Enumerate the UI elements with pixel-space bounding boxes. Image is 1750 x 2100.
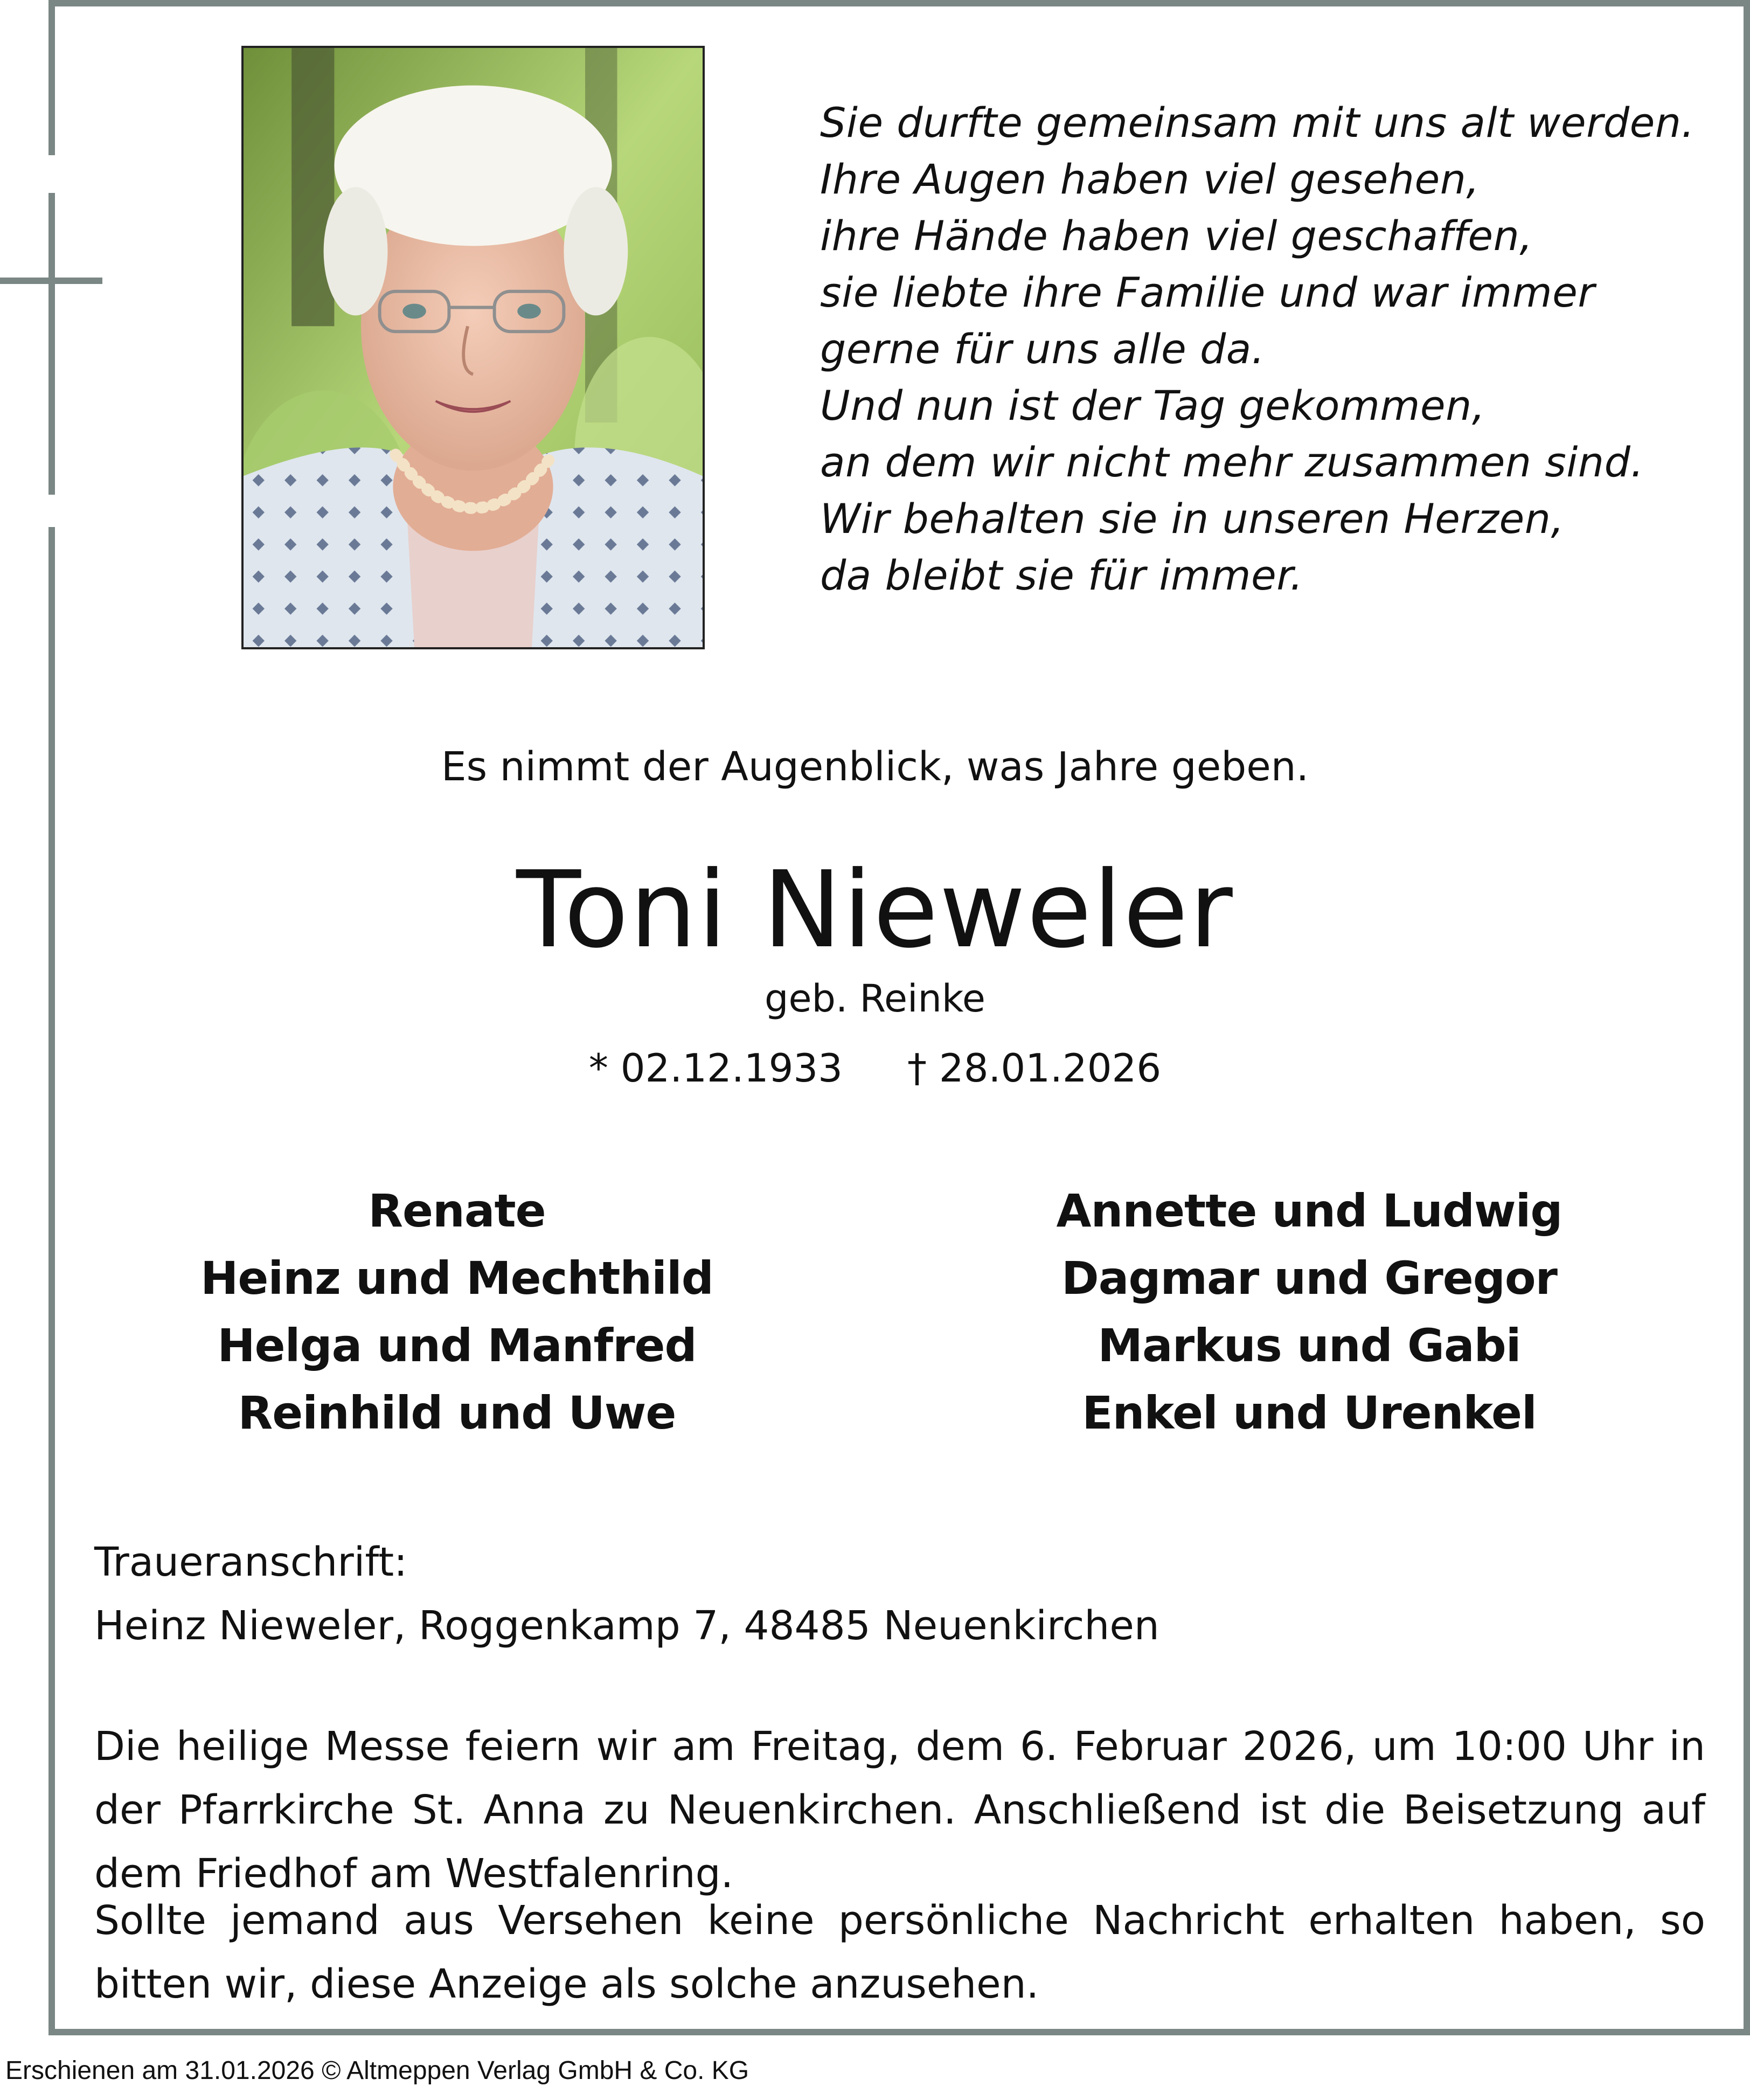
- motto: Es nimmt der Augenblick, was Jahre geben.: [441, 744, 1309, 790]
- poem-line: Ihre Augen haben viel gesehen,: [820, 155, 1480, 203]
- poem-line: Und nun ist der Tag gekommen,: [820, 382, 1485, 429]
- cross-icon: [0, 278, 102, 284]
- mourners-left-column: [107, 1177, 807, 1447]
- mass-notice: Die heilige Messe feiern wir am Freitag, dem 6. Februar 2026, um 10:00 Uhr in der Pfarrkirche St. Anna zu Neuenkirchen. Anschließend ist die Beisetzung auf dem Friedhof am Westfalenring.: [94, 1723, 1705, 1897]
- poem-line: da bleibt sie für immer.: [820, 551, 1303, 599]
- poem-line: gerne für uns alle da.: [820, 325, 1265, 373]
- address-line: Heinz Nieweler, Roggenkamp 7, 48485 Neuenkirchen: [94, 1603, 1159, 1649]
- poem-line: an dem wir nicht mehr zusammen sind.: [820, 438, 1644, 486]
- deceased-name: Toni Nieweler: [516, 849, 1234, 972]
- frame-bottom-border: [48, 2029, 1750, 2035]
- apology-notice: Sollte jemand aus Versehen keine persönliche Nachricht erhalten haben, so bitten wir, diese Anzeige als solche anzusehen.: [94, 1897, 1705, 2007]
- death-date: † 28.01.2026: [907, 1045, 1162, 1091]
- poem-line: ihre Hände haben viel geschaffen,: [820, 212, 1533, 260]
- frame-left-border-upper: [48, 0, 55, 155]
- poem-line: sie liebte ihre Familie und war immer: [820, 268, 1595, 316]
- birth-date: * 02.12.1933: [588, 1045, 843, 1091]
- poem-line: Wir behalten sie in unseren Herzen,: [820, 495, 1565, 543]
- portrait-photo: [241, 46, 705, 649]
- mourner-entry: Heinz und Mechthild: [200, 1252, 713, 1305]
- poem-line: Sie durfte gemeinsam mit uns alt werden.: [820, 99, 1695, 147]
- mourner-entry: Dagmar und Gregor: [1061, 1252, 1557, 1305]
- poem: [820, 94, 1709, 604]
- mourner-entry: Annette und Ludwig: [1056, 1184, 1563, 1237]
- mourner-entry: Enkel und Urenkel: [1082, 1387, 1537, 1439]
- publication-footer: Erschienen am 31.01.2026 © Altmeppen Verlag GmbH & Co. KG: [5, 2056, 749, 2085]
- mourner-entry: Renate: [368, 1184, 546, 1237]
- mourners-right-column: [959, 1177, 1659, 1447]
- address-label: Traueranschrift:: [94, 1539, 408, 1585]
- portrait-illustration: [244, 48, 703, 647]
- maiden-name: geb. Reinke: [765, 976, 985, 1021]
- mourner-entry: Helga und Manfred: [217, 1319, 697, 1372]
- mourner-entry: Markus und Gabi: [1098, 1319, 1521, 1372]
- mourning-address: [94, 1530, 1657, 1658]
- cross-icon-vertical-bar: [48, 193, 55, 495]
- life-dates: [0, 1045, 1750, 1091]
- frame-top-border: [48, 0, 1750, 6]
- mourner-entry: Reinhild und Uwe: [238, 1387, 676, 1439]
